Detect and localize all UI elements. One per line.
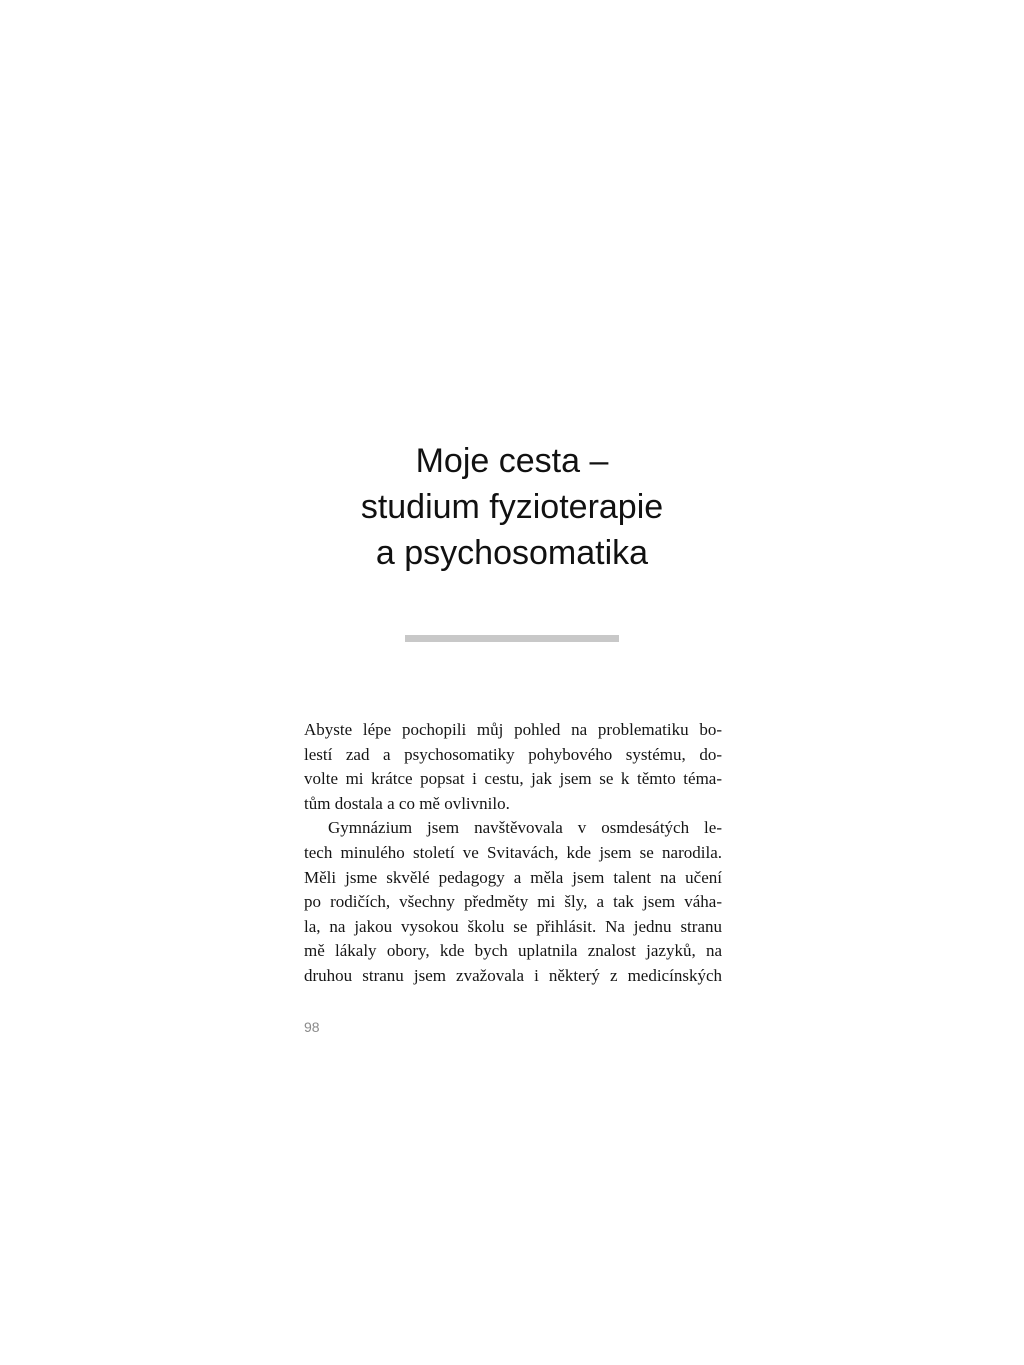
- text-line: tech minulého století ve Svitavách, kde jsem se narodila.: [304, 842, 722, 862]
- text-line: Gymnázium jsem navštěvovala v osmdesátých le-: [328, 818, 722, 838]
- text-line: mě lákaly obory, kde bych uplatnila znalost jazyků, na: [304, 941, 722, 961]
- text-line: tům dostala a co mě ovlivnilo.: [304, 793, 510, 813]
- chapter-title-line: studium fyzioterapie: [360, 488, 664, 526]
- text-line: Abyste lépe pochopili můj pohled na problematiku bo-: [304, 720, 722, 739]
- chapter-title-line: a psychosomatika: [375, 534, 649, 572]
- paragraph-2: [304, 816, 722, 988]
- text-line: druhou stranu jsem zvažovala i některý z medicínských: [304, 965, 722, 985]
- chapter-title-line: Moje cesta –: [415, 442, 609, 480]
- body-text: [304, 718, 722, 989]
- text-line: volte mi krátce popsat i cestu, jak jsem se k těmto téma-: [304, 769, 722, 789]
- title-divider-rule: [405, 635, 619, 642]
- text-line: la, na jakou vysokou školu se přihlásit. Na jednu stranu: [304, 916, 722, 936]
- text-line: po rodičích, všechny předměty mi šly, a tak jsem váha-: [304, 892, 722, 912]
- chapter-title: [262, 438, 762, 576]
- text-line: Měli jsme skvělé pedagogy a měla jsem talent na učení: [304, 867, 722, 887]
- paragraph-1: [304, 718, 722, 816]
- page-number: 98: [304, 1019, 320, 1035]
- text-line: lestí zad a psychosomatiky pohybového systému, do-: [304, 744, 722, 764]
